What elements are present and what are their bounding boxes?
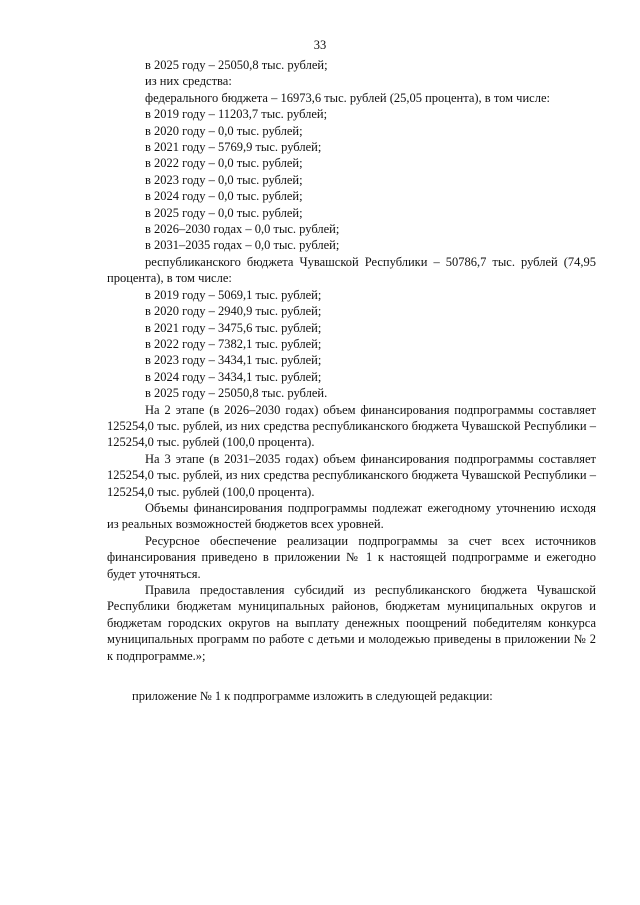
document-body xyxy=(107,57,596,704)
list-item: в 2022 году – 0,0 тыс. рублей; xyxy=(145,156,303,171)
republic-years-list xyxy=(107,287,596,402)
list-item: в 2023 году – 0,0 тыс. рублей; xyxy=(145,172,303,187)
list-item: в 2019 году – 11203,7 тыс. рублей; xyxy=(145,107,328,122)
list-item: в 2024 году – 3434,1 тыс. рублей; xyxy=(145,369,322,384)
text-line: из них средства: xyxy=(145,74,232,89)
republic-budget-paragraph: республиканского бюджета Чувашской Республики – 50786,7 тыс. рублей (74,95 процента), в том числе: xyxy=(107,254,596,286)
federal-years-list xyxy=(107,106,596,254)
list-item: в 2020 году – 2940,9 тыс. рублей; xyxy=(145,304,322,319)
list-item: в 2021 году – 3475,6 тыс. рублей; xyxy=(145,320,322,335)
list-item: в 2023 году – 3434,1 тыс. рублей; xyxy=(145,353,322,368)
page-number: 33 xyxy=(313,38,327,52)
list-item: в 2026–2030 годах – 0,0 тыс. рублей; xyxy=(145,222,340,237)
volumes-paragraph: Объемы финансирования подпрограммы подлежат ежегодному уточнению исходя из реальных возможностей бюджетов всех уровней. xyxy=(107,500,596,532)
amendment-instruction: приложение № 1 к подпрограмме изложить в следующей редакции: xyxy=(132,689,493,704)
list-item: в 2019 году – 5069,1 тыс. рублей; xyxy=(145,287,322,302)
list-item: в 2031–2035 годах – 0,0 тыс. рублей; xyxy=(145,238,340,253)
rules-paragraph: Правила предоставления субсидий из республиканского бюджета Чувашской Республики бюджетам муниципальных районов, бюджетам муниципальных округов и бюджетам городских округов на выплату денежных поощрений победителям конкурса муниципальных программ по работе с детьми и молодежью приведены в приложении № 2 к подпрограмме.»; xyxy=(107,583,596,663)
resources-paragraph: Ресурсное обеспечение реализации подпрограммы за счет всех источников финансирования приведено в приложении № 1 к настоящей подпрограмме и ежегодно будет уточняться. xyxy=(107,533,596,581)
stage-2-paragraph: На 2 этапе (в 2026–2030 годах) объем финансирования подпрограммы составляет 125254,0 тыс. рублей, из них средства республиканского бюджета Чувашской Республики – 125254,0 тыс. рублей (100,0 процента). xyxy=(107,402,596,450)
list-item: в 2020 году – 0,0 тыс. рублей; xyxy=(145,123,303,138)
list-item: в 2024 году – 0,0 тыс. рублей; xyxy=(145,189,303,204)
list-item: в 2025 году – 25050,8 тыс. рублей. xyxy=(145,386,328,401)
list-item: в 2025 году – 0,0 тыс. рублей; xyxy=(145,205,303,220)
stage-3-paragraph: На 3 этапе (в 2031–2035 годах) объем финансирования подпрограммы составляет 125254,0 тыс. рублей, из них средства республиканского бюджета Чувашской Республики – 125254,0 тыс. рублей (100,0 процента). xyxy=(107,451,596,499)
federal-budget-paragraph: федерального бюджета – 16973,6 тыс. рублей (25,05 процента), в том числе: xyxy=(145,90,550,105)
text-line: в 2025 году – 25050,8 тыс. рублей; xyxy=(145,58,328,72)
list-item: в 2021 году – 5769,9 тыс. рублей; xyxy=(145,140,322,155)
list-item: в 2022 году – 7382,1 тыс. рублей; xyxy=(145,336,322,351)
